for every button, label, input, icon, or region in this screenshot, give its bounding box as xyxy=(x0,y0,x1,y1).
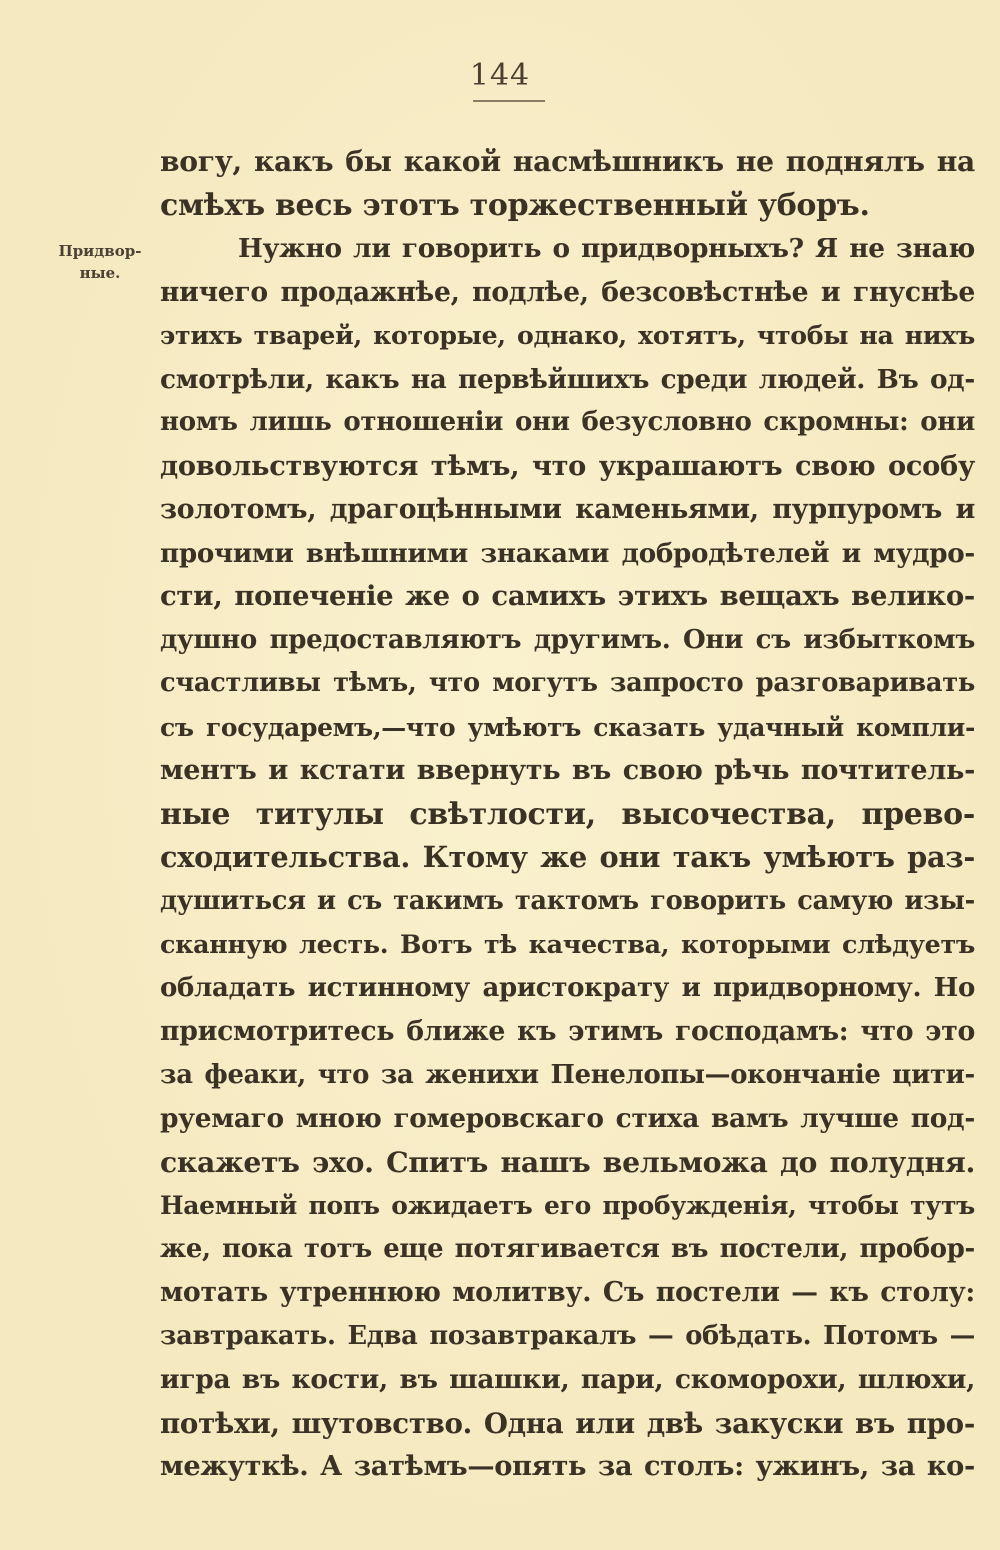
text-line: прочими внѣшними знаками добродѣтелей и мудро- xyxy=(160,537,975,569)
text-line: золотомъ, драгоцѣнными каменьями, пурпуромъ и xyxy=(160,494,975,525)
text-line: вогу, какъ бы какой насмѣшникъ не поднялъ на xyxy=(160,145,975,178)
text-line: за феаки, что за женихи Пенелопы—окончаніе цити- xyxy=(160,1059,975,1090)
text-line: игра въ кости, въ шашки, пари, скоморохи, шлюхи, xyxy=(160,1364,975,1395)
text-line: мотать утреннюю молитву. Съ постели — къ столу: xyxy=(160,1277,975,1308)
page-number: 144 xyxy=(469,58,531,93)
text-line: же, пока тотъ еще потягивается въ постели, пробор- xyxy=(160,1233,975,1264)
text-line: межуткѣ. А затѣмъ—опять за столъ: ужинъ, за ко- xyxy=(160,1450,975,1482)
margin-note-line: ные. xyxy=(79,264,121,282)
text-line: этихъ тварей, которые, однако, хотятъ, чтобы на нихъ xyxy=(160,320,975,350)
text-line: ные титулы свѣтлости, высочества, прево- xyxy=(160,796,975,832)
page-number-rule xyxy=(473,100,545,102)
text-line: сти, попеченіе же о самихъ этихъ вещахъ велико- xyxy=(160,580,975,612)
text-line: ментъ и кстати ввернуть въ свою рѣчь почтитель- xyxy=(160,755,975,786)
margin-note xyxy=(50,240,150,284)
text-line: счастливы тѣмъ, что могутъ запросто разговаривать xyxy=(160,668,975,698)
text-line: Наемный попъ ожидаетъ его пробужденія, чтобы тутъ xyxy=(160,1191,975,1220)
text-line: душиться и съ такимъ тактомъ говорить самую изы- xyxy=(160,885,975,916)
text-line: Нужно ли говорить о придворныхъ? Я не знаю xyxy=(238,233,975,264)
text-line: сходительства. Ктому же они такъ умѣютъ раз- xyxy=(160,840,975,874)
text-line: обладать истинному аристократу и придворному. Но xyxy=(160,972,975,1003)
text-line: ничего продажнѣе, подлѣе, безсовѣстнѣе и гнуснѣе xyxy=(160,276,975,308)
text-line: руемаго мною гомеровскаго стиха вамъ лучше под- xyxy=(160,1103,975,1134)
body-text xyxy=(160,140,975,1489)
margin-note-line: Придвор- xyxy=(58,242,142,260)
text-line: завтракать. Едва позавтракалъ — обѣдать. Потомъ — xyxy=(160,1320,975,1351)
text-line: съ государемъ,—что умѣютъ сказать удачный компли- xyxy=(160,712,975,742)
text-line: сканную лесть. Вотъ тѣ качества, которыми слѣдуетъ xyxy=(160,929,975,959)
text-line: смѣхъ весь этотъ торжественный уборъ. xyxy=(160,187,870,223)
text-line: потѣхи, шутовство. Одна или двѣ закуски въ про- xyxy=(160,1406,975,1440)
text-line: скажетъ эхо. Спитъ нашъ вельможа до полудня. xyxy=(160,1144,975,1179)
text-line: довольствуются тѣмъ, что украшаютъ свою особу xyxy=(160,449,975,482)
text-line: номъ лишь отношеніи они безусловно скромны: они xyxy=(160,407,975,437)
text-line: смотрѣли, какъ на первѣйшихъ среди людей. Въ од- xyxy=(160,363,975,395)
text-line: душно предоставляютъ другимъ. Они съ избыткомъ xyxy=(160,624,975,655)
text-line: присмотритесь ближе къ этимъ господамъ: что это xyxy=(160,1016,975,1047)
